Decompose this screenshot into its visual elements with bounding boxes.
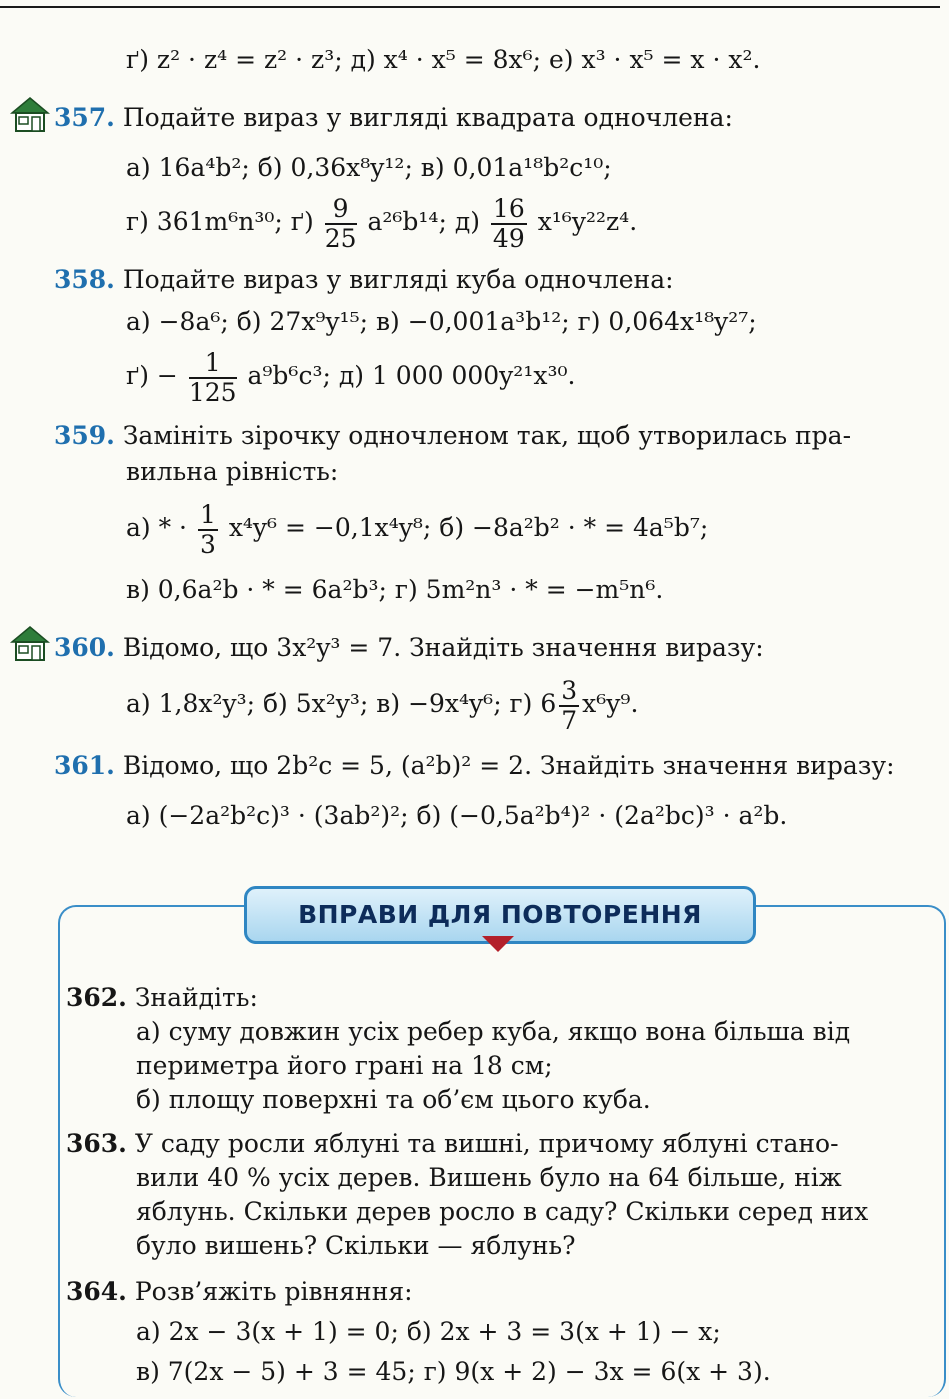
exercise-361-title: 361. Відомо, що 2b²c = 5, (a²b)² = 2. Знайдіть значення виразу:: [54, 751, 895, 780]
exercise-360-row: а) 1,8x²y³; б) 5x²y³; в) −9x⁴y⁶; г) 6 $\frac{3}{7}$ x⁶y⁹.: [126, 675, 639, 735]
fraction-16-49: $\frac{16}{49}$: [492, 193, 525, 253]
banner-pointer-icon: [482, 936, 514, 952]
exercise-362-title: 362. Знайдіть:: [66, 983, 258, 1012]
fraction-1-125: $\frac{1}{125}$: [188, 347, 237, 407]
fraction-3-7: $\frac{3}{7}$: [561, 675, 578, 735]
exercise-364-row-b: в) 7(2x − 5) + 3 = 45; г) 9(x + 2) − 3x = 6(x + 3).: [136, 1357, 771, 1386]
exercise-363-line1: 363. У саду росли яблуні та вишні, причому яблуні стано-: [66, 1129, 839, 1158]
exercise-357-row-b: г) 361m⁶n³⁰; ґ) $\frac{9}{25}$ a²⁶b¹⁴; д) $\frac{16}{49}$ x¹⁶y²²z⁴.: [126, 193, 638, 253]
exercise-357-title: 357. Подайте вираз у вигляді квадрата одночлена:: [54, 103, 733, 132]
review-section-banner: ВПРАВИ ДЛЯ ПОВТОРЕННЯ: [244, 886, 756, 944]
exercise-363-line2: вили 40 % усіх дерев. Вишень було на 64 більше, ніж: [136, 1163, 842, 1192]
fraction-9-25: $\frac{9}{25}$: [324, 193, 357, 253]
exercise-358-row-a: а) −8a⁶; б) 27x⁹y¹⁵; в) −0,001a³b¹²; г) 0,064x¹⁸y²⁷;: [126, 307, 757, 336]
exercise-359-row-b: в) 0,6a²b · * = 6a²b³; г) 5m²n³ · * = −m⁵n⁶.: [126, 575, 664, 604]
exercise-361-row: а) (−2a²b²c)³ · (3ab²)²; б) (−0,5a²b⁴)² · (2a²bc)³ · a²b.: [126, 801, 788, 830]
exercise-364-row-a: а) 2x − 3(x + 1) = 0; б) 2x + 3 = 3(x + 1) − x;: [136, 1317, 721, 1346]
exercise-364-title: 364. Розв’яжіть рівняння:: [66, 1277, 413, 1306]
exercise-360-title: 360. Відомо, що 3x²y³ = 7. Знайдіть значення виразу:: [54, 633, 764, 662]
exercise-359-title-cont: вильна рівність:: [126, 457, 339, 486]
exercise-363-line3: яблунь. Скільки дерев росло в саду? Скільки серед них: [136, 1197, 869, 1226]
fraction-1-3: $\frac{1}{3}$: [199, 499, 216, 559]
exercise-362-a-line1: а) суму довжин усіх ребер куба, якщо вона більша від: [136, 1017, 851, 1046]
exercise-356-continued: ґ) z² · z⁴ = z² · z³; д) x⁴ · x⁵ = 8x⁶; е) x³ · x⁵ = x · x².: [126, 45, 761, 74]
exercise-358-row-b: ґ) − $\frac{1}{125}$ a⁹b⁶c³; д) 1 000 000y²¹x³⁰.: [126, 347, 576, 407]
house-icon: [10, 95, 50, 135]
exercise-359-title: 359. Замініть зірочку одночленом так, щоб утворилась пра-: [54, 421, 852, 450]
exercise-362-a-line2: периметра його грані на 18 см;: [136, 1051, 553, 1080]
house-icon: [10, 624, 50, 664]
exercise-363-line4: було вишень? Скільки — яблунь?: [136, 1231, 576, 1260]
top-rule: [0, 6, 940, 8]
exercise-362-b: б) площу поверхні та об’єм цього куба.: [136, 1085, 651, 1114]
exercise-359-row-a: а) * · $\frac{1}{3}$ x⁴y⁶ = −0,1x⁴y⁸; б) −8a²b² · * = 4a⁵b⁷;: [126, 499, 709, 559]
exercise-357-row-a: а) 16a⁴b²; б) 0,36x⁸y¹²; в) 0,01a¹⁸b²c¹⁰;: [126, 153, 612, 182]
exercise-358-title: 358. Подайте вираз у вигляді куба одночлена:: [54, 265, 674, 294]
